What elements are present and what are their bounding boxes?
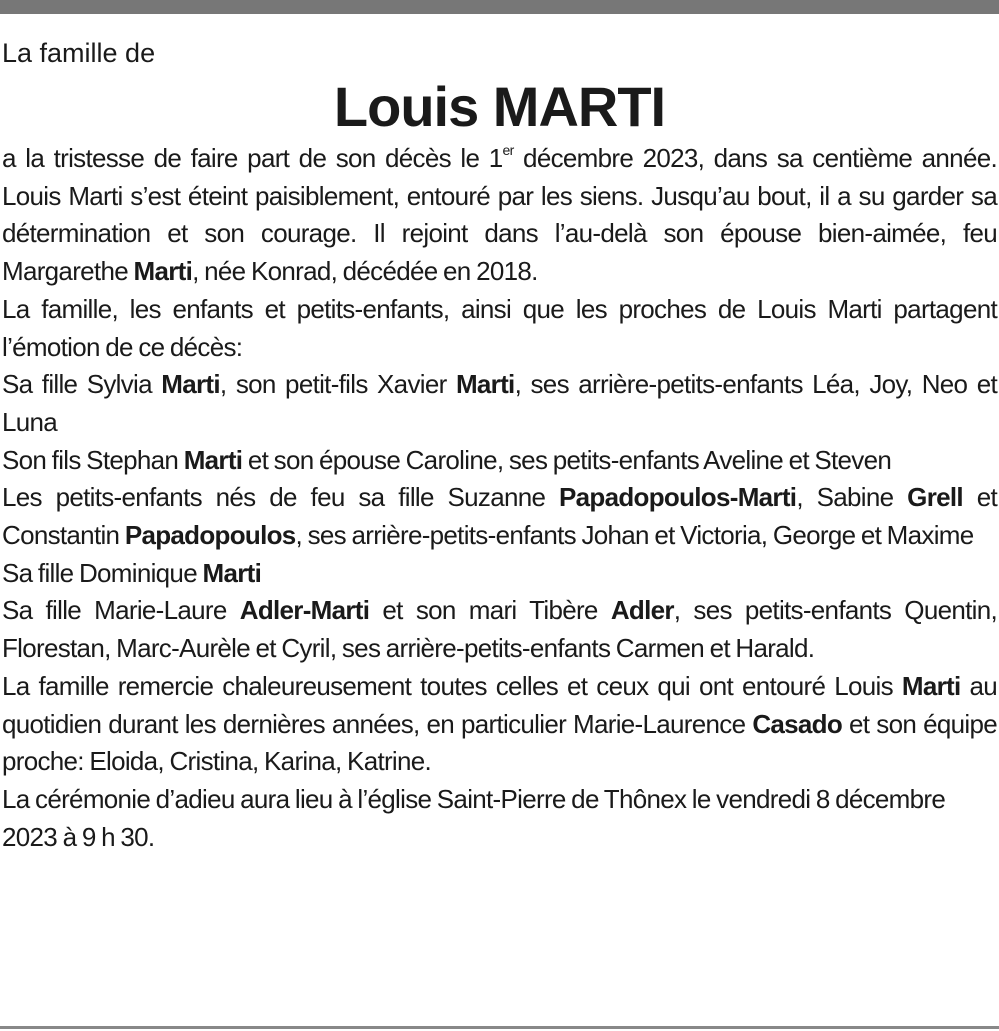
text-span: , ses arrière-petits-enfants Johan et Victoria, George et Maxime <box>295 520 974 551</box>
bold-surname: Marti <box>183 444 243 475</box>
family-line-sylvia <box>2 366 997 441</box>
text-span: a la tristesse de faire part de son décès le 1 <box>2 143 503 173</box>
deceased-name: Louis MARTI <box>333 75 666 138</box>
bold-surname: Marti <box>161 369 220 400</box>
ordinal-suffix: er <box>502 142 514 158</box>
text-span: , Sabine <box>796 482 908 513</box>
bold-surname: Adler <box>610 595 674 626</box>
family-line-dominique <box>2 555 997 593</box>
text-span: et son équipe proche: Eloida, Cristina, Karina, Katrine. <box>2 708 997 777</box>
bold-surname: Marti <box>901 670 961 701</box>
family-line-suzanne <box>2 479 997 554</box>
intro-line: La famille de <box>2 38 156 68</box>
text-span: Sa fille Dominique <box>2 557 203 588</box>
text-span: Sa fille Marie-Laure <box>2 595 240 626</box>
obituary-notice <box>2 36 997 856</box>
text-span: Son fils Stephan <box>2 444 184 475</box>
text-span: et son épouse Caroline, ses petits-enfants Aveline et Steven <box>242 444 892 475</box>
ceremony-paragraph: La cérémonie d’adieu aura lieu à l’église Saint-Pierre de Thônex le vendredi 8 décembre 2023 à 9 h 30. <box>2 783 946 852</box>
text-span: et son mari Tibère <box>369 595 611 626</box>
text-span: , née Konrad, décédée en 2018. <box>192 256 538 287</box>
family-line-marie-laure <box>2 592 997 667</box>
top-border-bar <box>0 0 999 14</box>
text-span: , ses petits-enfants Quentin, Florestan, Marc-Aurèle et Cyril, ses arrière-petits-enfants Carmen et Harald. <box>2 595 997 664</box>
bottom-border-rule <box>0 1026 999 1029</box>
family-paragraph: La famille, les enfants et petits-enfants, ainsi que les proches de Louis Marti partagent l’émotion de ce décès: <box>2 293 997 362</box>
text-span: décembre 2023, dans sa centième année. Louis Marti s’est éteint paisiblement, entouré par les siens. Jusqu’au bout, il a su garder sa détermination et son courage. Il rejoint dans l’au-delà son épouse bien-aimée, feu Margarethe <box>2 143 997 287</box>
bold-surname: Papadopoulos-Marti <box>559 482 797 513</box>
bold-surname: Marti <box>133 256 193 287</box>
text-span: La famille remercie chaleureusement toutes celles et ceux qui ont entouré Louis <box>2 670 902 701</box>
text-span: et Constantin <box>2 482 997 551</box>
bold-surname: Marti <box>455 369 515 400</box>
announcement-paragraph <box>2 140 997 291</box>
bold-surname: Adler-Marti <box>239 595 370 626</box>
text-span: , ses arrière-petits-enfants Léa, Joy, Neo et Luna <box>2 369 997 437</box>
text-span: Sa fille Sylvia <box>2 369 162 400</box>
thanks-paragraph <box>2 668 997 781</box>
bold-surname: Papadopoulos <box>124 520 296 551</box>
bold-surname: Grell <box>907 482 963 513</box>
bold-surname: Marti <box>202 557 262 588</box>
family-line-stephan <box>2 442 997 480</box>
text-span: , son petit-fils Xavier <box>219 369 456 400</box>
bold-surname: Casado <box>752 708 843 739</box>
text-span: au quotidien durant les dernières années, en particulier Marie-Laurence <box>2 670 997 739</box>
text-span: Les petits-enfants nés de feu sa fille Suzanne <box>2 482 560 513</box>
